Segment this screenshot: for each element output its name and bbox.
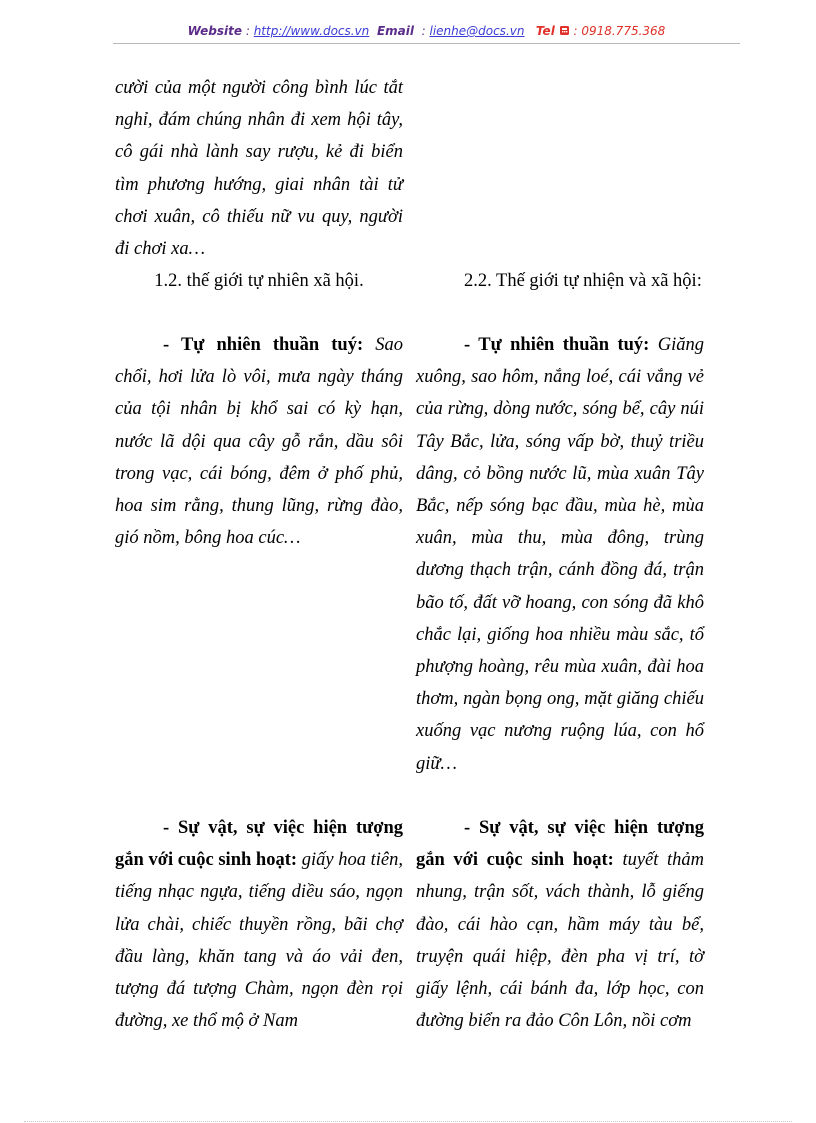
footer-divider [24,1121,792,1122]
right-heading-block [416,265,704,297]
right-nature-section [416,329,704,780]
email-label: Email [376,24,414,38]
website-separator: : [245,24,250,38]
left-nature-label: - Tự nhiên thuần tuý: [163,335,364,355]
website-label: Website [187,24,242,38]
left-intro [115,72,403,265]
left-things-section [115,812,403,1037]
right-nature-text: Giăng xuông, sao hôm, nắng loé, cái vắng vẻ của rừng, dòng nước, sóng bể, cây núi Tây Bắc, lửa, sóng vấp bờ, thuỷ triều dâng, cỏ bồng nước lũ, mùa xuân Tây Bắc, nếp sóng bạc đầu, mùa hè, mùa xuân, mùa thu, mùa đông, trùng dương thạch trận, cánh đồng đá, trận bão tố, đất vỡ hoang, con sóng đã khô chắc lại, giống hoa nhiều màu sắc, tổ phượng hoàng, rêu mùa xuân, đài hoa thơm, ngàn bọng ong, mặt giăng chiếu xuống vạc nương ruộng lúa, con hổ giữ… [416,335,705,774]
header-divider [113,43,740,44]
left-nature-section [115,329,403,554]
right-heading: 2.2. Thế giới tự nhiện và xã hội: [464,271,702,291]
left-intro-text: cười của một người công bình lúc tắt nghỉ, đám chúng nhân đi xem hội tây, cô gái nhà lành say rượu, kẻ đi biển tìm phương hướng, giai nhân tài tử chơi xuân, cô thiếu nữ vu quy, người đi chơi xa… [115,78,403,260]
phone-number: : 0918.775.368 [573,24,666,38]
left-things-label: - Sự vật, sự việc hiện tượng gắn với cuộc sinh hoạt: [115,818,403,871]
right-things-text: tuyết thảm nhung, trận sốt, vách thành, lỗ giếng đào, cái hào cạn, hầm máy tàu bể, truyện quái hiệp, đèn pha vị trí, tờ giấy lệnh, cái bánh đa, lớp học, con đường biển ra đảo Côn Lôn, nồi cơm [416,850,704,1032]
left-heading-block [115,265,403,297]
left-things-text: giấy hoa tiên, tiếng nhạc ngựa, tiếng diều sáo, ngọn lửa chài, chiếc thuyền rồng, bãi chợ đầu làng, khăn tang và áo vải đen, tượng đá tượng Chàm, ngọn đèn rọi đường, xe thổ mộ ở Nam [115,850,404,1032]
left-nature-text: Sao chổi, hơi lửa lò vôi, mưa ngày tháng của tội nhân bị khổ sai có kỳ hạn, nước lã dội qua cây gỗ rắn, dầu sôi trong vạc, cái bóng, đêm ở phố phủ, hoa sim rằng, thung lũng, rừng đào, gió nồm, bông hoa cúc… [115,335,403,549]
website-link[interactable]: http://www.docs.vn [253,24,370,38]
right-things-label: - Sự vật, sự việc hiện tượng gắn với cuộc sinh hoạt: [416,818,704,871]
tel-label: Tel [535,24,555,38]
email-separator: : [421,24,426,38]
email-link[interactable]: lienhe@docs.vn [429,24,525,38]
right-things-section [416,812,704,1037]
left-heading: 1.2. thế giới tự nhiên xã hội. [154,271,364,291]
phone-icon [559,25,570,36]
right-nature-label: - Tự nhiên thuần tuý: [464,335,650,355]
page-header [113,24,740,38]
